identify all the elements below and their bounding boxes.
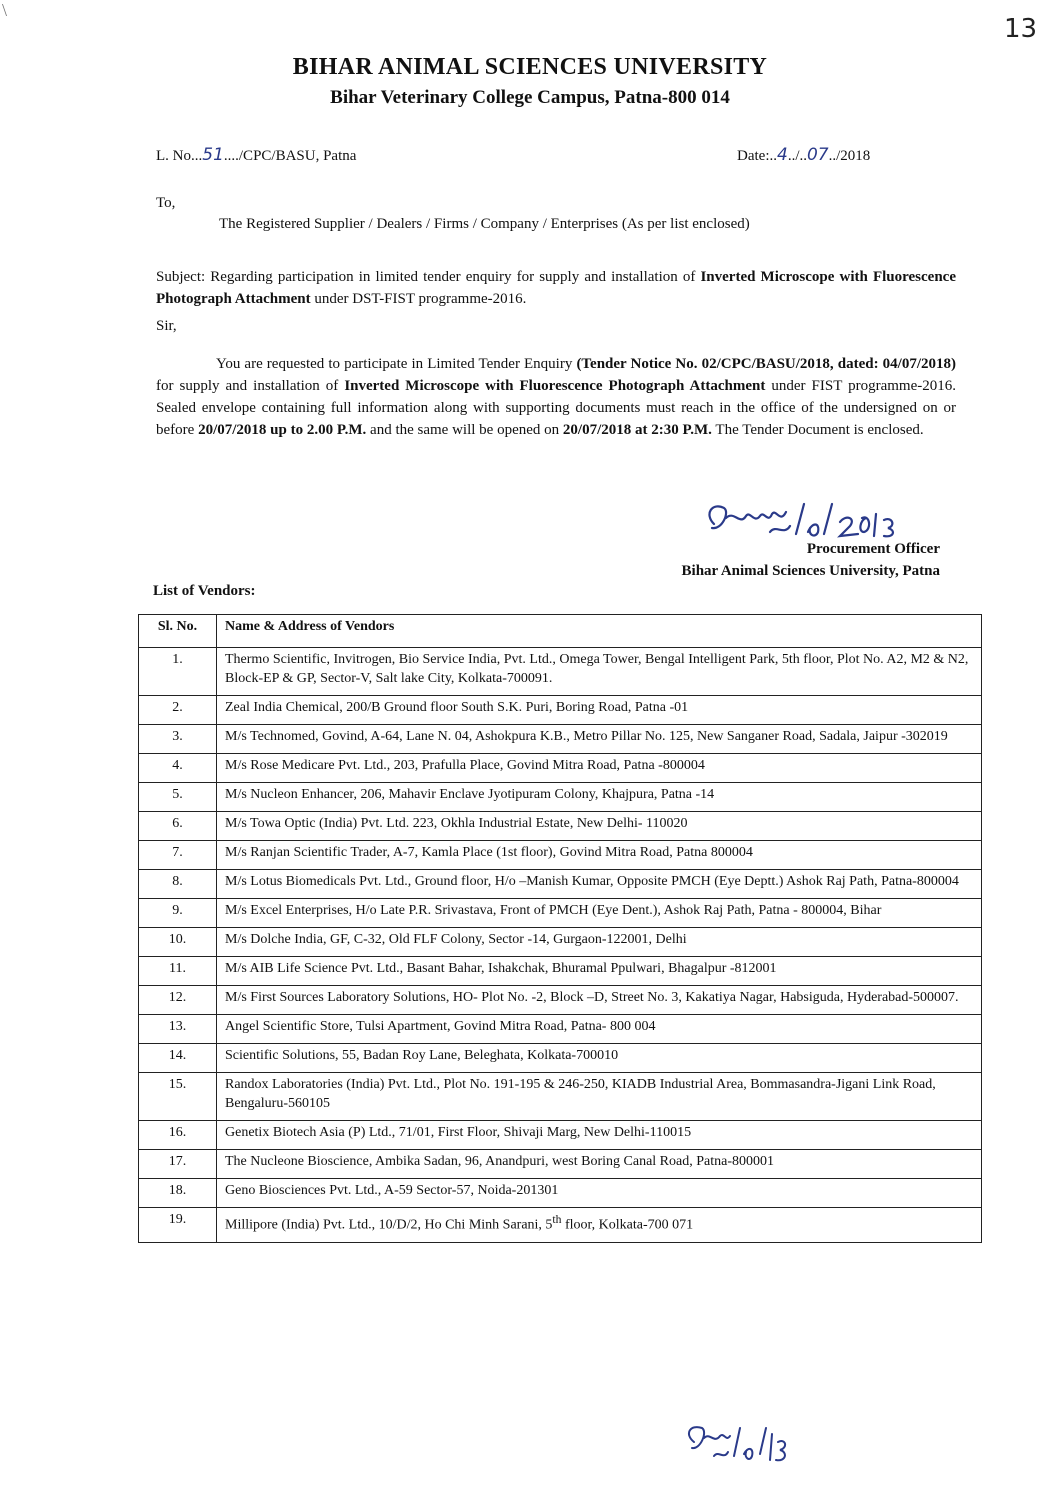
vendor-cell: M/s Technomed, Govind, A-64, Lane N. 04, Ashokpura K.B., Metro Pillar No. 125, New Sanganer Road, Sadala, Jaipur -302019 [217, 725, 982, 754]
body-paragraph [156, 353, 956, 441]
column-header-sl: Sl. No. [139, 615, 217, 648]
body-text-2: for supply and installation of [156, 378, 345, 394]
table-row [139, 986, 982, 1015]
vendor-table [138, 614, 982, 1243]
vendor-text-end: floor, Kolkata-700 071 [561, 1217, 694, 1233]
page-number-mark: 13 [1004, 14, 1038, 44]
vendor-cell: The Nucleone Bioscience, Ambika Sadan, 96, Anandpuri, west Boring Canal Road, Patna-800001 [217, 1150, 982, 1179]
vendor-cell: M/s Nucleon Enhancer, 206, Mahavir Enclave Jyotipuram Colony, Khajpura, Patna -14 [217, 783, 982, 812]
subject-line [156, 266, 956, 310]
vendor-cell: M/s Towa Optic (India) Pvt. Ltd. 223, Okhla Industrial Estate, New Delhi- 110020 [217, 812, 982, 841]
table-row [139, 696, 982, 725]
serial-number-cell: 13. [139, 1015, 217, 1044]
table-row [139, 841, 982, 870]
serial-number-cell: 3. [139, 725, 217, 754]
table-row [139, 870, 982, 899]
table-row [139, 754, 982, 783]
vendor-text-start: Millipore (India) Pvt. Ltd., 10/D/2, Ho Chi Minh Sarani, 5 [225, 1217, 553, 1233]
table-row [139, 1208, 982, 1243]
vendor-cell: Geno Biosciences Pvt. Ltd., A-59 Sector-57, Noida-201301 [217, 1179, 982, 1208]
vendor-cell: M/s Excel Enterprises, H/o Late P.R. Srivastava, Front of PMCH (Eye Dent.), Ashok Raj Path, Patna - 800004, Bihar [217, 899, 982, 928]
initials-signature [680, 1420, 790, 1470]
table-row [139, 1073, 982, 1121]
university-name: BIHAR ANIMAL SCIENCES UNIVERSITY [292, 54, 768, 80]
column-header-vendor: Name & Address of Vendors [217, 615, 982, 648]
serial-number-cell: 17. [139, 1150, 217, 1179]
serial-number-cell: 1. [139, 648, 217, 696]
date-sep: ../.. [787, 148, 807, 164]
serial-number-cell: 4. [139, 754, 217, 783]
serial-number-cell: 12. [139, 986, 217, 1015]
serial-number-cell: 9. [139, 899, 217, 928]
body-text-1: You are requested to participate in Limited Tender Enquiry [216, 356, 577, 372]
floor-ordinal-suffix: th [552, 1213, 562, 1226]
serial-number-cell: 19. [139, 1208, 217, 1243]
vendor-list-title: List of Vendors: [153, 583, 256, 599]
table-row [139, 899, 982, 928]
subject-tail: under DST-FIST programme-2016. [310, 291, 527, 307]
tender-notice: (Tender Notice No. 02/CPC/BASU/2018, dated: 04/07/2018) [576, 356, 956, 372]
table-row [139, 1015, 982, 1044]
vendor-cell: Angel Scientific Store, Tulsi Apartment, Govind Mitra Road, Patna- 800 004 [217, 1015, 982, 1044]
subject-item: Inverted Microscope with Fluorescence Photograph Attachment [156, 269, 956, 307]
body-item: Inverted Microscope with Fluorescence Photograph Attachment [344, 378, 766, 394]
vendor-cell: M/s Lotus Biomedicals Pvt. Ltd., Ground floor, H/o –Manish Kumar, Opposite PMCH (Eye Deptt.) Ashok Raj Path, Patna-800004 [217, 870, 982, 899]
serial-number-cell: 2. [139, 696, 217, 725]
table-row [139, 1179, 982, 1208]
letterhead [0, 54, 1060, 109]
body-text-4: and the same will be opened on [366, 422, 563, 438]
letter-date [737, 145, 870, 165]
to-label: To, [156, 195, 176, 211]
vendor-cell: Genetix Biotech Asia (P) Ltd., 71/01, First Floor, Shivaji Marg, New Delhi-110015 [217, 1121, 982, 1150]
table-row [139, 928, 982, 957]
signatory-title: Procurement Officer [806, 541, 940, 557]
table-row [139, 812, 982, 841]
vendor-cell: Scientific Solutions, 55, Badan Roy Lane, Beleghata, Kolkata-700010 [217, 1044, 982, 1073]
vendor-cell: M/s First Sources Laboratory Solutions, HO- Plot No. -2, Block –D, Street No. 3, Kakatiya Nagar, Habsiguda, Hyderabad-500007. [217, 986, 982, 1015]
vendor-cell: Thermo Scientific, Invitrogen, Bio Service India, Pvt. Ltd., Omega Tower, Bengal Intelligent Park, 5th floor, Plot No. A2, M2 & N2, Block-EP & GP, Sector-V, Salt lake City, Kolkata-700091. [217, 648, 982, 696]
body-text-5: The Tender Document is enclosed. [711, 422, 924, 438]
serial-number-cell: 5. [139, 783, 217, 812]
vendor-cell: Randox Laboratories (India) Pvt. Ltd., Plot No. 191-195 & 246-250, KIADB Industrial Area, Bommasandra-Jigani Link Road, Bengaluru-560105 [217, 1073, 982, 1121]
serial-number-cell: 16. [139, 1121, 217, 1150]
signatory-block [560, 538, 940, 582]
ref-number: 51 [202, 145, 224, 165]
recipients: The Registered Supplier / Dealers / Firms / Company / Enterprises (As per list enclosed) [219, 216, 750, 232]
table-row [139, 1121, 982, 1150]
subject-lead: Subject: Regarding participation in limited tender enquiry for supply and installation of [156, 269, 701, 285]
vendor-cell: M/s Dolche India, GF, C-32, Old FLF Colony, Sector -14, Gurgaon-122001, Delhi [217, 928, 982, 957]
campus-address: Bihar Veterinary College Campus, Patna-800 014 [330, 87, 730, 108]
serial-number-cell: 10. [139, 928, 217, 957]
table-row [139, 1044, 982, 1073]
table-row [139, 783, 982, 812]
serial-number-cell: 14. [139, 1044, 217, 1073]
serial-number-cell: 15. [139, 1073, 217, 1121]
opening-time: 20/07/2018 at 2:30 P.M. [562, 422, 712, 438]
vendor-cell: M/s Ranjan Scientific Trader, A-7, Kamla Place (1st floor), Govind Mitra Road, Patna 800004 [217, 841, 982, 870]
serial-number-cell: 7. [139, 841, 217, 870]
signatory-organization: Bihar Animal Sciences University, Patna [681, 563, 940, 579]
serial-number-cell: 8. [139, 870, 217, 899]
salutation: Sir, [156, 318, 177, 334]
date-day: 4 [776, 145, 788, 165]
serial-number-cell: 18. [139, 1179, 217, 1208]
ref-suffix: ..../CPC/BASU, Patna [223, 148, 357, 164]
table-row [139, 725, 982, 754]
vendor-rows [139, 648, 982, 1243]
serial-number-cell: 11. [139, 957, 217, 986]
ref-prefix: L. No... [156, 148, 203, 164]
serial-number-cell: 6. [139, 812, 217, 841]
vendor-cell [217, 1208, 982, 1243]
table-row [139, 648, 982, 696]
vendor-cell: M/s AIB Life Science Pvt. Ltd., Basant Bahar, Ishakchak, Bhuramal Ppulwari, Bhagalpur -812001 [217, 957, 982, 986]
body-text-3: under FIST programme-2016. Sealed envelope containing full information along with supporting documents must reach in the office of the undersigned on or before [156, 378, 956, 438]
table-row [139, 957, 982, 986]
vendor-cell: Zeal India Chemical, 200/B Ground floor South S.K. Puri, Boring Road, Patna -01 [217, 696, 982, 725]
date-month: 07 [806, 145, 829, 165]
vendor-cell: M/s Rose Medicare Pvt. Ltd., 203, Prafulla Place, Govind Mitra Road, Patna -800004 [217, 754, 982, 783]
margin-tick-mark: \ [2, 0, 8, 20]
letter-reference [156, 145, 356, 165]
table-row [139, 1150, 982, 1179]
table-header-row [139, 615, 982, 648]
date-prefix: Date:.. [737, 148, 777, 164]
submission-deadline: 20/07/2018 up to 2.00 P.M. [198, 422, 367, 438]
date-suffix: ../2018 [828, 148, 871, 164]
